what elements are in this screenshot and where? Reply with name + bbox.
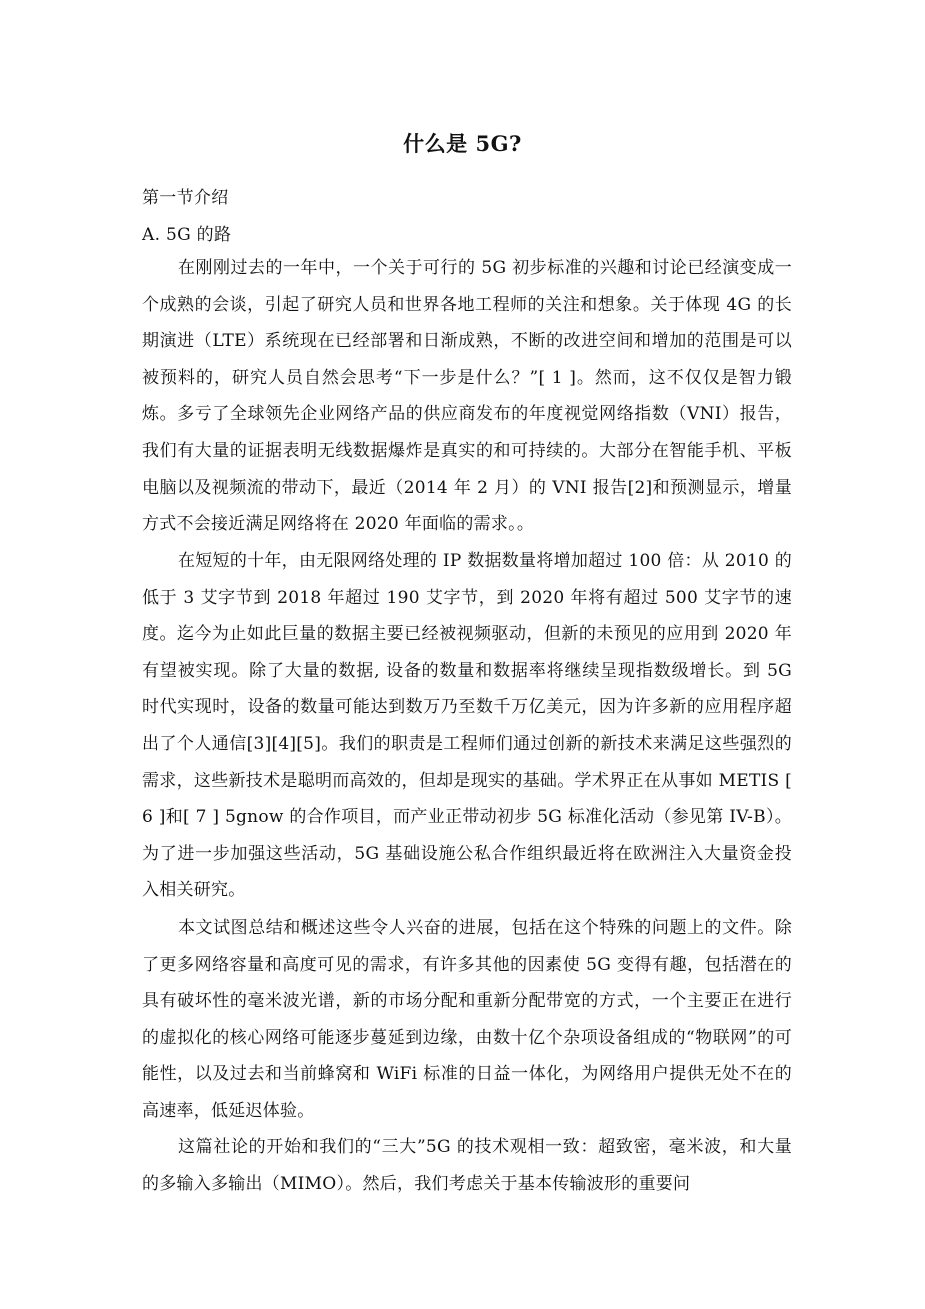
document-title: 什么是 5G?	[403, 131, 522, 156]
paragraph-1: 在刚刚过去的一年中，一个关于可行的 5G 初步标准的兴趣和讨论已经演变成一个成熟的会谈，引起了研究人员和世界各地工程师的关注和想象。关于体现 4G 的长期演进（LTE）系统现在已经部署和日渐成熟，不断的改进空间和增加的范围是可以被预料的，研究人员自然会思考“下一步是什么？”[ 1 ]。然而，这不仅仅是智力锻炼。多亏了全球领先企业网络产品的供应商发布的年度视觉网络指数（VNI）报告，我们有大量的证据表明无线数据爆炸是真实的和可持续的。大部分在智能手机、平板电脑以及视频流的带动下，最近（2014 年 2 月）的 VNI 报告[2]和预测显示，增量方式不会接近满足网络将在 2020 年面临的需求。。	[142, 258, 792, 535]
paragraph-3: 本文试图总结和概述这些令人兴奋的进展，包括在这个特殊的问题上的文件。除了更多网络容量和高度可见的需求，有许多其他的因素使 5G 变得有趣，包括潜在的具有破坏性的毫米波光谱，新的市场分配和重新分配带宽的方式，一个主要正在进行的虚拟化的核心网络可能逐步蔓延到边缘，由数十亿个杂项设备组成的“物联网”的可能性，以及过去和当前蜂窝和 WiFi 标准的日益一体化，为网络用户提供无处不在的高速率，低延迟体验。	[142, 918, 792, 1121]
paragraph-4: 这篇社论的开始和我们的“三大”5G 的技术观相一致：超致密，毫米波，和大量的多输入多输出（MIMO）。然后，我们考虑关于基本传输波形的重要问	[142, 1137, 792, 1194]
section-heading: 第一节介绍	[142, 188, 229, 208]
subsection-heading: A. 5G 的路	[142, 225, 232, 245]
paragraph-2: 在短短的十年，由无限网络处理的 IP 数据数量将增加超过 100 倍：从 2010 的低于 3 艾字节到 2018 年超过 190 艾字节，到 2020 年将有超过 500 艾字节的速度。迄今为止如此巨量的数据主要已经被视频驱动，但新的未预见的应用到 2020 年有望被实现。除了大量的数据, 设备的数量和数据率将继续呈现指数级增长。到 5G 时代实现时，设备的数量可能达到数万乃至数千万亿美元，因为许多新的应用程序超出了个人通信[3][4][5]。我们的职责是工程师们通过创新的新技术来满足这些强烈的需求，这些新技术是聪明而高效的，但却是现实的基础。学术界正在从事如 METIS [ 6 ]和[ 7 ] 5gnow 的合作项目，而产业正带动初步 5G 标准化活动（参见第 IV-B）。为了进一步加强这些活动，5G 基础设施公私合作组织最近将在欧洲注入大量资金投入相关研究。	[142, 551, 792, 901]
